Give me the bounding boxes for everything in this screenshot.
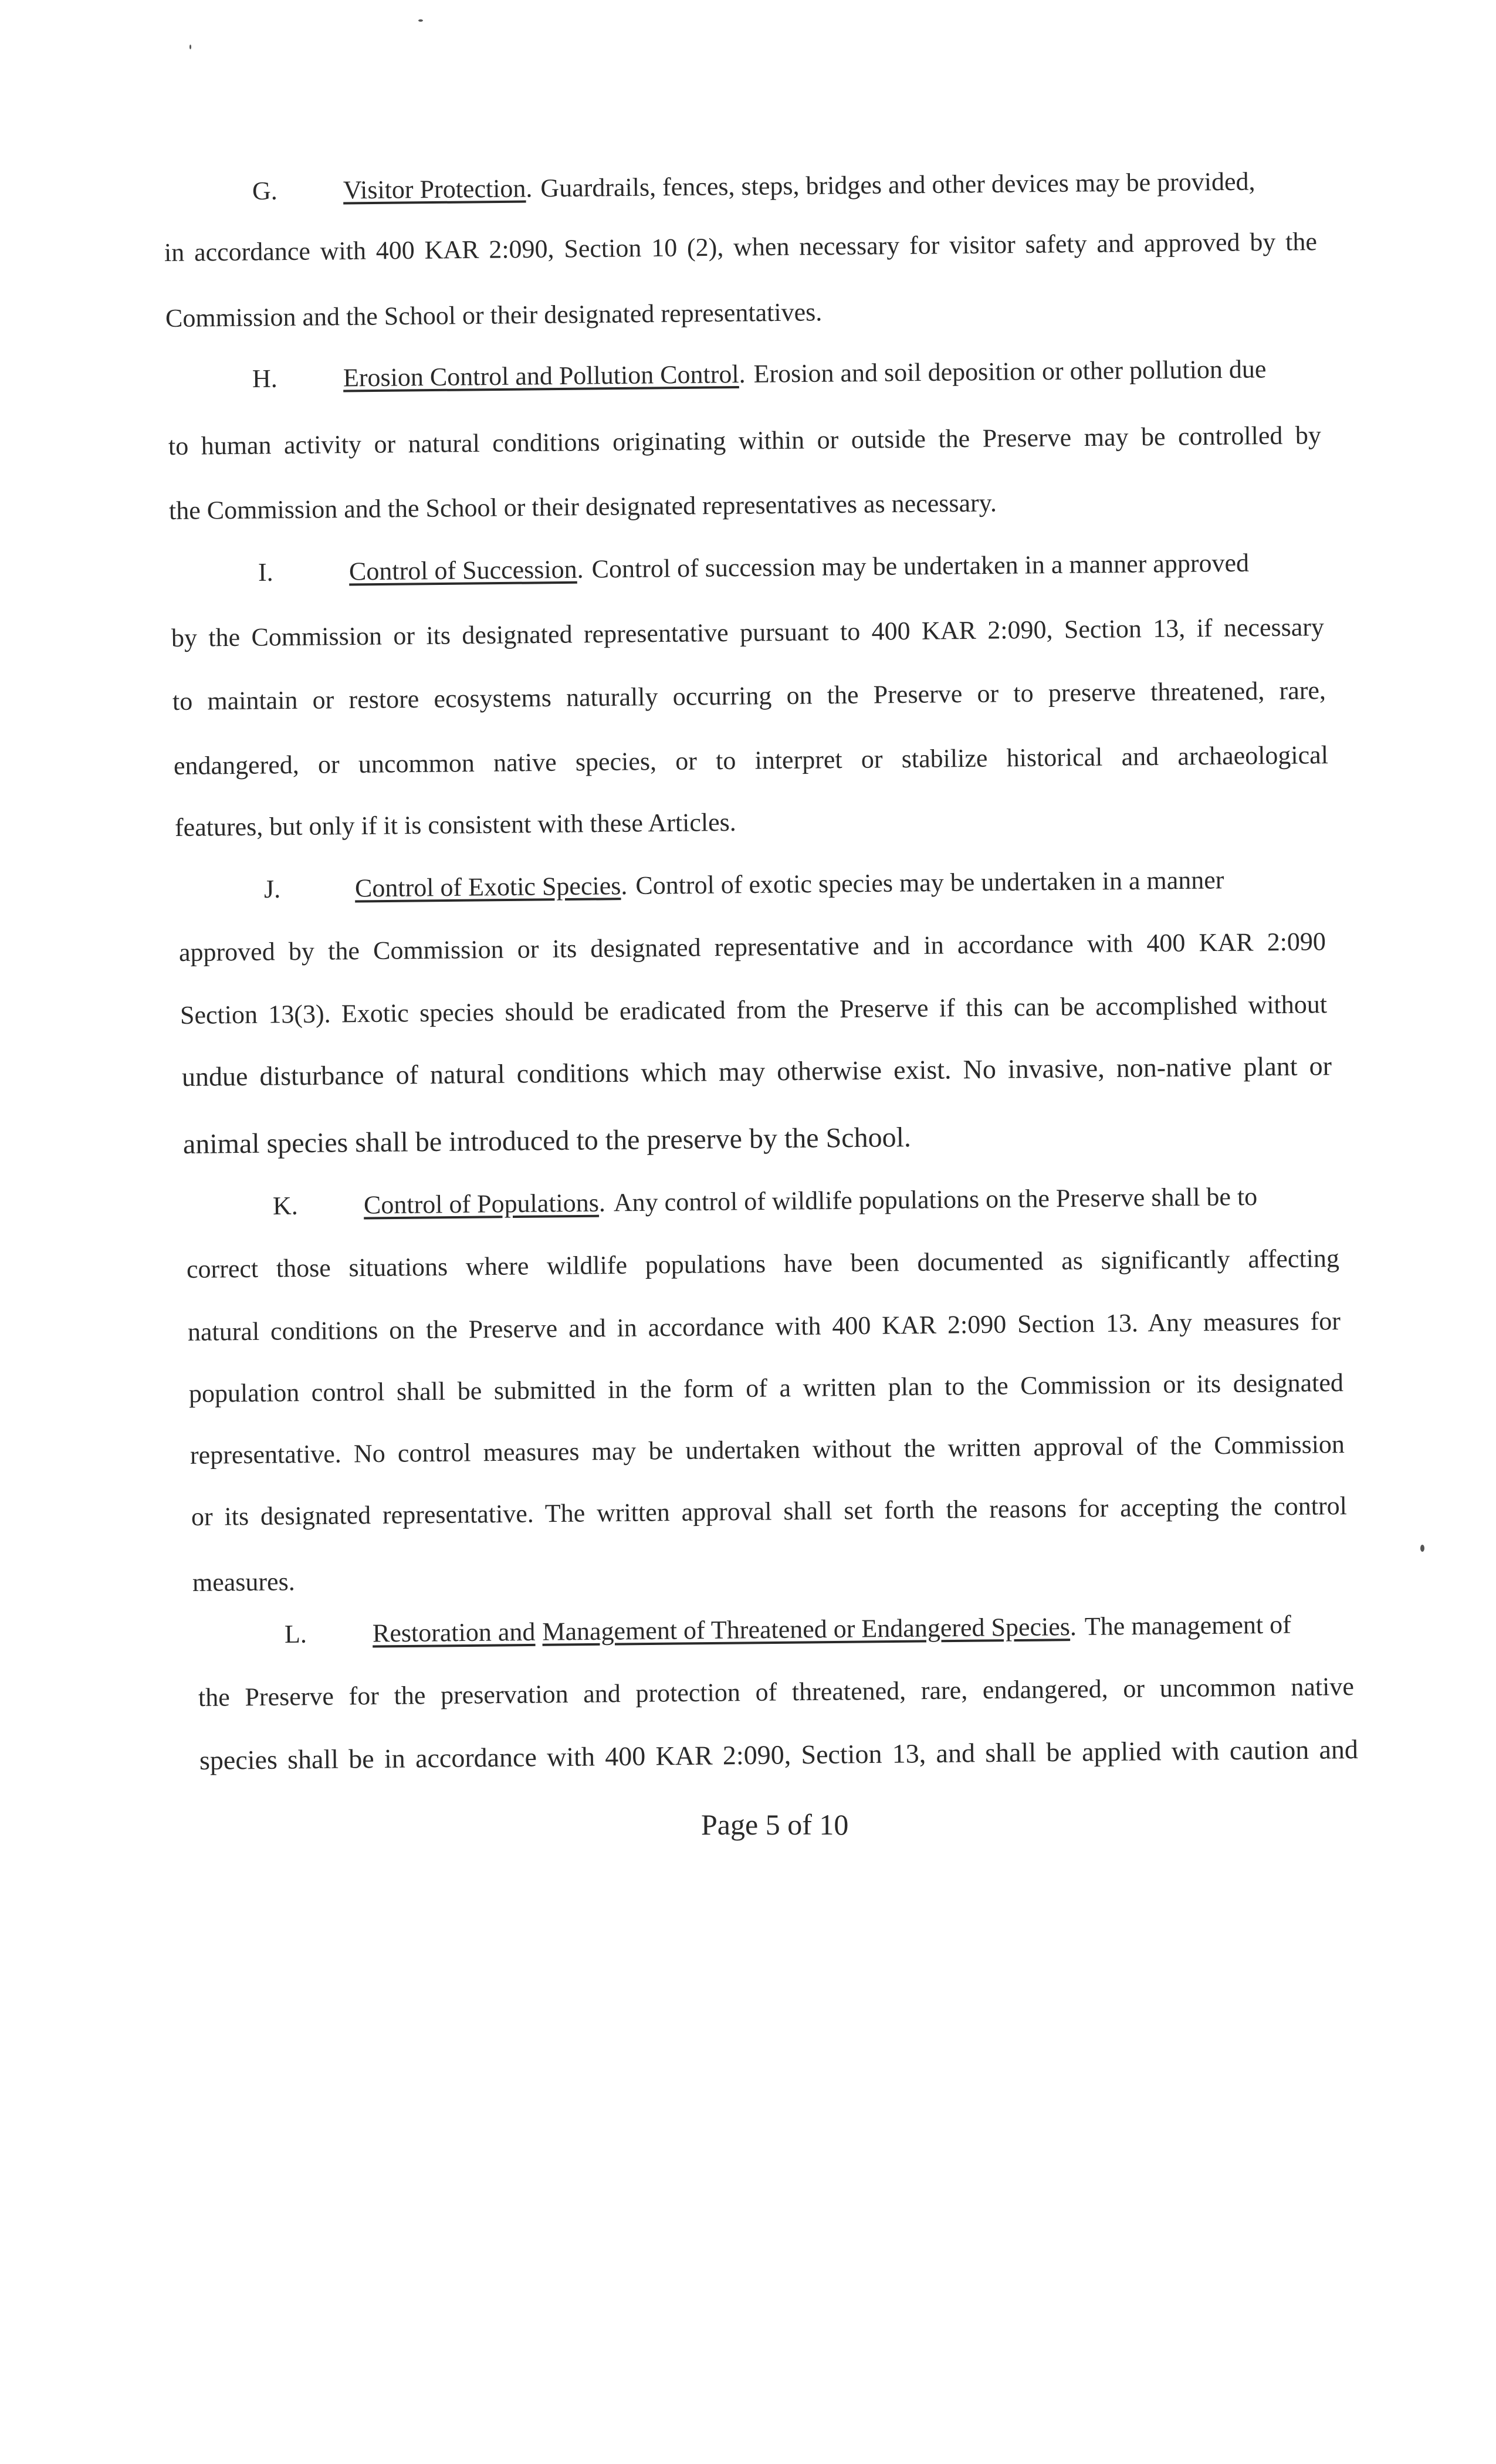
- section-g-line-3: Commission and the School or their designated representatives.: [165, 297, 823, 333]
- section-i-line-3: to maintain or restore ecosystems naturally occurring on the Preserve or to preserve threatened, rare,: [172, 676, 1326, 716]
- section-heading: Visitor Protection: [343, 174, 526, 205]
- section-i-line-4: endangered, or uncommon native species, or to interpret or stabilize historical and archaeological: [173, 740, 1329, 780]
- section-text: Guardrails, fences, steps, bridges and other devices may be provided,: [540, 167, 1255, 203]
- section-letter: I.: [258, 557, 273, 587]
- section-letter: L.: [284, 1619, 307, 1649]
- page-number: Page 5 of 10: [701, 1808, 849, 1841]
- section-text: Control of succession may be undertaken in a manner approved: [591, 548, 1250, 584]
- section-l-line-3: species shall be in accordance with 400 KAR 2:090, Section 13, and shall be applied with caution and: [199, 1734, 1359, 1775]
- section-j-line-3: Section 13(3). Exotic species should be eradicated from the Preserve if this can be accomplished without: [180, 990, 1328, 1030]
- section-heading: Erosion Control and Pollution Control: [343, 360, 739, 392]
- section-heading-part-1: Restoration and: [372, 1617, 536, 1648]
- section-heading: Control of Exotic Species: [354, 871, 621, 903]
- section-heading: Control of Populations: [363, 1188, 600, 1220]
- scan-speck: [189, 45, 191, 49]
- section-g-line-2: in accordance with 400 KAR 2:090, Section 10 (2), when necessary for visitor safety and approved by the: [164, 227, 1318, 267]
- section-h-line-2: to human activity or natural conditions originating within or outside the Preserve may be controlled by: [168, 421, 1322, 461]
- section-k-line-5: representative. No control measures may be undertaken without the written approval of the Commission: [189, 1430, 1345, 1470]
- section-k-line-1: K. Control of Populations. Any control of wildlife populations on the Preserve shall be to: [272, 1182, 1258, 1220]
- scan-speck: [418, 19, 423, 22]
- section-j-line-4: undue disturbance of natural conditions which may otherwise exist. No invasive, non-native plant or: [181, 1051, 1332, 1092]
- section-k-line-3: natural conditions on the Preserve and in accordance with 400 KAR 2:090 Section 13. Any measures for: [187, 1307, 1341, 1346]
- section-heading: Control of Succession: [348, 554, 577, 586]
- section-i-line-2: by the Commission or its designated representative pursuant to 400 KAR 2:090, Section 13, if necessary: [171, 612, 1325, 652]
- section-letter: H.: [252, 364, 278, 393]
- section-h-line-3: the Commission and the School or their designated representatives as necessary.: [168, 488, 997, 525]
- section-text: Control of exotic species may be undertaken in a manner: [635, 865, 1224, 900]
- section-i-line-1: I. Control of Succession. Control of succession may be undertaken in a manner approved: [258, 548, 1250, 587]
- section-g-line-1: G. Visitor Protection. Guardrails, fences, steps, bridges and other devices may be provided,: [252, 167, 1255, 205]
- section-letter: J.: [263, 874, 281, 903]
- section-i-line-5: features, but only if it is consistent with these Articles.: [174, 807, 737, 842]
- section-l-line-2: the Preserve for the preservation and protection of threatened, rare, endangered, or uncommon native: [198, 1672, 1355, 1712]
- section-j-line-5: animal species shall be introduced to the preserve by the School.: [182, 1122, 912, 1160]
- section-letter: K.: [272, 1191, 299, 1220]
- section-k-line-2: correct those situations where wildlife populations have been documented as significantly affecting: [186, 1244, 1340, 1284]
- section-j-line-1: J. Control of Exotic Species. Control of exotic species may be undertaken in a manner: [263, 865, 1224, 903]
- section-k-line-6: or its designated representative. The written approval shall set forth the reasons for accepting the control: [191, 1491, 1348, 1531]
- section-letter: G.: [252, 176, 278, 205]
- section-k-line-4: population control shall be submitted in the form of a written plan to the Commission or its designated: [188, 1368, 1344, 1408]
- section-heading-part-2: Management of Threatened or Endangered Species: [542, 1612, 1071, 1646]
- section-text: Erosion and soil deposition or other pollution due: [753, 354, 1267, 388]
- scan-speck: [1420, 1545, 1424, 1552]
- section-h-line-1: H. Erosion Control and Pollution Control. Erosion and soil deposition or other pollution due: [252, 354, 1267, 393]
- section-text: The management of: [1084, 1610, 1291, 1641]
- section-text: Any control of wildlife populations on the Preserve shall be to: [613, 1182, 1258, 1217]
- section-j-line-2: approved by the Commission or its designated representative and in accordance with 400 KAR 2:090: [178, 927, 1326, 967]
- section-l-line-1: L. Restoration and Management of Threatened or Endangered Species. The management of: [284, 1610, 1291, 1649]
- section-k-line-7: measures.: [192, 1567, 295, 1597]
